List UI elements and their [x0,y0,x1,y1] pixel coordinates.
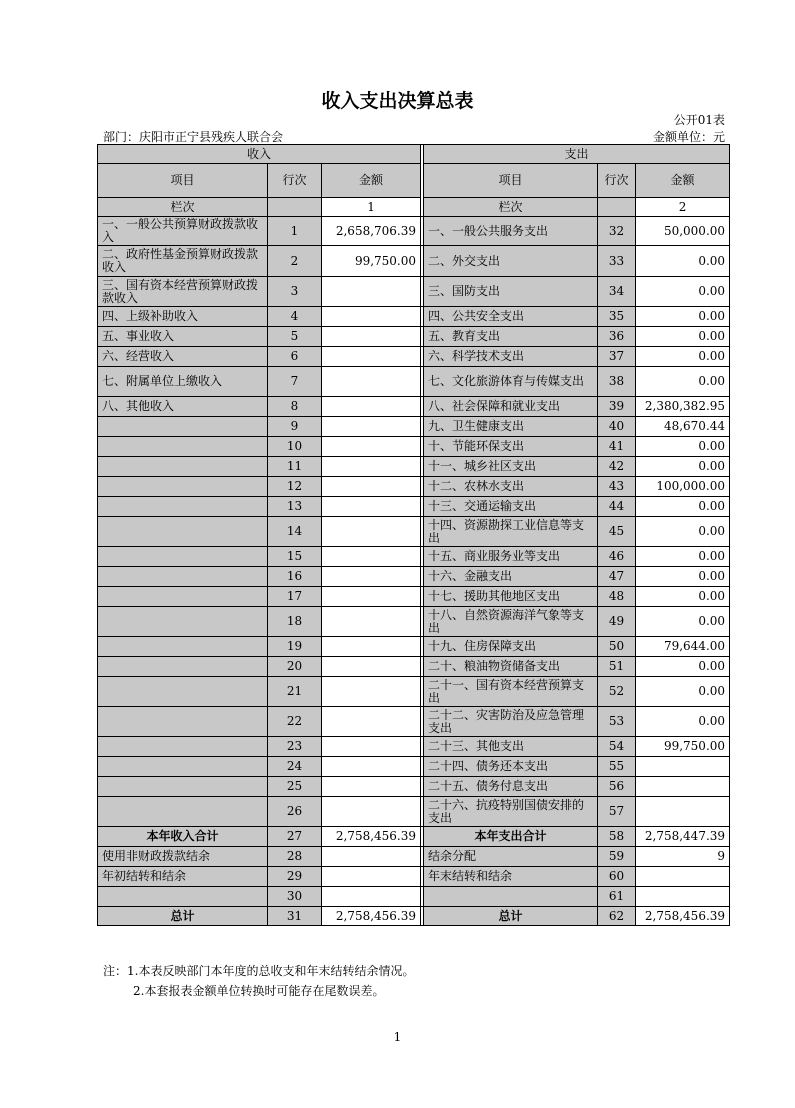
expense-item: 二十六、抗疫特别国债安排的支出 [424,797,598,827]
income-item: 五、事业收入 [98,327,268,347]
expense-line: 55 [598,757,636,777]
income-amount [322,517,421,547]
income-line: 18 [268,607,322,637]
expense-line-header: 行次 [598,164,636,198]
table-row [98,637,730,657]
expense-line: 33 [598,246,636,277]
expense-amount: 50,000.00 [636,217,730,246]
table-row [98,417,730,437]
income-line: 26 [268,797,322,827]
income-item: 一、一般公共预算财政拨款收入 [98,217,268,246]
expense-line: 53 [598,707,636,737]
expense-amount: 9 [636,847,730,867]
expense-line: 60 [598,867,636,887]
income-item [98,457,268,477]
expense-item: 六、科学技术支出 [424,347,598,367]
income-item: 四、上级补助收入 [98,307,268,327]
income-section-header: 收入 [98,145,421,164]
expense-item: 一、一般公共服务支出 [424,217,598,246]
table-row [98,797,730,827]
expense-amount: 79,644.00 [636,637,730,657]
income-line: 9 [268,417,322,437]
expense-amount: 0.00 [636,567,730,587]
income-amount [322,587,421,607]
expense-line: 37 [598,347,636,367]
income-amount [322,657,421,677]
income-item [98,477,268,497]
expense-line: 46 [598,547,636,567]
expense-amount [636,757,730,777]
income-column-label: 栏次 [98,198,268,217]
table-row [98,457,730,477]
income-item: 八、其他收入 [98,397,268,417]
income-item [98,607,268,637]
income-line: 25 [268,777,322,797]
expense-amount: 0.00 [636,607,730,637]
income-amount [322,637,421,657]
income-amount [322,457,421,477]
income-item: 三、国有资本经营预算财政拨款收入 [98,277,268,307]
income-item [98,637,268,657]
expense-line: 40 [598,417,636,437]
expense-item-header: 项目 [424,164,598,198]
table-row [98,497,730,517]
expense-column-number: 2 [636,198,730,217]
income-line: 22 [268,707,322,737]
expense-amount-header: 金额 [636,164,730,198]
amount-unit-label: 金额单位：元 [652,130,725,144]
income-amount [322,497,421,517]
income-line: 1 [268,217,322,246]
expense-amount: 0.00 [636,547,730,567]
expense-amount: 48,670.44 [636,417,730,437]
grand-total-amount-right: 2,758,456.39 [636,907,730,926]
income-line: 3 [268,277,322,307]
expense-item: 年末结转和结余 [424,867,598,887]
income-line: 5 [268,327,322,347]
expense-item: 十五、商业服务业等支出 [424,547,598,567]
income-amount [322,737,421,757]
expense-amount: 0.00 [636,327,730,347]
income-line: 11 [268,457,322,477]
expense-item: 十六、金融支出 [424,567,598,587]
table-row [98,397,730,417]
expense-amount: 0.00 [636,277,730,307]
grand-total-label-right: 总计 [424,907,598,926]
expense-line: 41 [598,437,636,457]
expense-line: 47 [598,567,636,587]
expense-line: 48 [598,587,636,607]
income-amount [322,547,421,567]
expense-line: 57 [598,797,636,827]
expense-item: 二、外交支出 [424,246,598,277]
expense-total-label: 本年支出合计 [424,827,598,847]
expense-amount [636,777,730,797]
expense-amount: 0.00 [636,657,730,677]
income-amount [322,327,421,347]
expense-item: 十一、城乡社区支出 [424,457,598,477]
income-line: 7 [268,367,322,397]
table-row [98,777,730,797]
expense-column-label: 栏次 [424,198,598,217]
income-line: 4 [268,307,322,327]
income-amount-header: 金额 [322,164,421,198]
expense-item: 十四、资源勘探工业信息等支出 [424,517,598,547]
expense-amount: 2,380,382.95 [636,397,730,417]
table-row [98,887,730,907]
expense-amount: 0.00 [636,707,730,737]
expense-line: 34 [598,277,636,307]
expense-line: 61 [598,887,636,907]
expense-line: 42 [598,457,636,477]
expense-item: 二十、粮油物资储备支出 [424,657,598,677]
income-amount [322,567,421,587]
note-1: 注：1.本表反映部门本年度的总收支和年末结转结余情况。 [103,964,415,978]
expense-line: 52 [598,677,636,707]
income-amount [322,847,421,867]
income-item [98,567,268,587]
income-line: 30 [268,887,322,907]
table-row [98,707,730,737]
income-item [98,657,268,677]
income-item: 六、经营收入 [98,347,268,367]
income-item: 七、附属单位上缴收入 [98,367,268,397]
table-row [98,867,730,887]
income-line: 24 [268,757,322,777]
table-row [98,677,730,707]
income-amount [322,347,421,367]
table-row [98,517,730,547]
income-line: 2 [268,246,322,277]
income-amount [322,707,421,737]
grand-total-label-left: 总计 [98,907,268,926]
income-item [98,757,268,777]
income-amount [322,797,421,827]
income-item: 年初结转和结余 [98,867,268,887]
table-row [98,217,730,246]
income-line: 17 [268,587,322,607]
income-item [98,737,268,757]
income-amount [322,677,421,707]
expense-item: 十三、交通运输支出 [424,497,598,517]
expense-amount: 0.00 [636,347,730,367]
income-total-amount: 2,758,456.39 [322,827,421,847]
expense-line: 35 [598,307,636,327]
table-row [98,847,730,867]
table-row [98,587,730,607]
expense-line: 49 [598,607,636,637]
expense-amount: 0.00 [636,497,730,517]
income-item [98,797,268,827]
expense-item: 二十一、国有资本经营预算支出 [424,677,598,707]
expense-section-header: 支出 [424,145,730,164]
income-line: 6 [268,347,322,367]
expense-line: 32 [598,217,636,246]
table-row [98,607,730,637]
grand-total-line-left: 31 [268,907,322,926]
expense-amount: 0.00 [636,246,730,277]
income-total-line: 27 [268,827,322,847]
expense-item: 二十五、债务付息支出 [424,777,598,797]
table-row [98,567,730,587]
expense-line: 59 [598,847,636,867]
table-row [98,437,730,457]
expense-item: 二十二、灾害防治及应急管理支出 [424,707,598,737]
income-item [98,417,268,437]
table-notes [103,961,414,1001]
income-item [98,887,268,907]
expense-item: 四、公共安全支出 [424,307,598,327]
income-item-header: 项目 [98,164,268,198]
page-number: 1 [393,1030,402,1044]
expense-item: 九、卫生健康支出 [424,417,598,437]
income-line: 12 [268,477,322,497]
expense-item: 十二、农林水支出 [424,477,598,497]
expense-item: 五、教育支出 [424,327,598,347]
expense-total-amount: 2,758,447.39 [636,827,730,847]
expense-total-line: 58 [598,827,636,847]
income-item: 使用非财政拨款结余 [98,847,268,867]
note-2: 2.本套报表金额单位转换时可能存在尾数误差。 [133,984,385,998]
income-amount [322,307,421,327]
expense-line: 56 [598,777,636,797]
expense-line: 51 [598,657,636,677]
expense-line: 50 [598,637,636,657]
expense-amount: 0.00 [636,307,730,327]
expense-item: 八、社会保障和就业支出 [424,397,598,417]
expense-item: 十七、援助其他地区支出 [424,587,598,607]
income-amount [322,757,421,777]
income-amount [322,437,421,457]
income-line: 28 [268,847,322,867]
income-amount [322,477,421,497]
table-row [98,477,730,497]
income-amount [322,397,421,417]
income-amount [322,777,421,797]
budget-summary-table [97,144,730,926]
income-total-label: 本年收入合计 [98,827,268,847]
income-item [98,497,268,517]
page-title: 收入支出决算总表 [321,90,474,112]
expense-amount: 0.00 [636,677,730,707]
income-line: 13 [268,497,322,517]
expense-item [424,887,598,907]
income-line: 29 [268,867,322,887]
expense-amount [636,887,730,907]
table-row [98,327,730,347]
expense-line: 36 [598,327,636,347]
grand-total-line-right: 62 [598,907,636,926]
expense-amount: 0.00 [636,587,730,607]
table-row [98,246,730,277]
income-line: 8 [268,397,322,417]
income-amount [322,887,421,907]
income-amount: 99,750.00 [322,246,421,277]
expense-item: 七、文化旅游体育与传媒支出 [424,367,598,397]
income-amount [322,867,421,887]
department-label: 部门：庆阳市正宁县残疾人联合会 [103,130,284,144]
income-amount [322,417,421,437]
table-row [98,657,730,677]
expense-item: 二十四、债务还本支出 [424,757,598,777]
income-amount [322,367,421,397]
expense-item: 二十三、其他支出 [424,737,598,757]
expense-item: 三、国防支出 [424,277,598,307]
table-row [98,757,730,777]
income-line: 10 [268,437,322,457]
income-line: 21 [268,677,322,707]
expense-amount: 0.00 [636,457,730,477]
expense-line: 54 [598,737,636,757]
expense-amount: 0.00 [636,517,730,547]
expense-line: 43 [598,477,636,497]
expense-amount: 99,750.00 [636,737,730,757]
expense-item: 十八、自然资源海洋气象等支出 [424,607,598,637]
expense-amount: 100,000.00 [636,477,730,497]
income-line: 23 [268,737,322,757]
income-line: 19 [268,637,322,657]
form-number: 公开01表 [673,113,725,127]
income-item [98,777,268,797]
expense-amount [636,797,730,827]
grand-total-amount-left: 2,758,456.39 [322,907,421,926]
income-item: 二、政府性基金预算财政拨款收入 [98,246,268,277]
income-amount: 2,658,706.39 [322,217,421,246]
expense-amount: 0.00 [636,437,730,457]
expense-amount [636,867,730,887]
income-item [98,587,268,607]
expense-amount: 0.00 [636,367,730,397]
expense-item: 十九、住房保障支出 [424,637,598,657]
expense-item: 结余分配 [424,847,598,867]
income-item [98,677,268,707]
expense-line: 39 [598,397,636,417]
expense-line: 44 [598,497,636,517]
income-item [98,547,268,567]
income-line: 15 [268,547,322,567]
income-item [98,707,268,737]
income-item [98,437,268,457]
income-column-number: 1 [322,198,421,217]
income-amount [322,277,421,307]
table-row [98,307,730,327]
income-line: 20 [268,657,322,677]
expense-line: 45 [598,517,636,547]
income-line-header: 行次 [268,164,322,198]
expense-item: 十、节能环保支出 [424,437,598,457]
table-row [98,367,730,397]
income-line: 14 [268,517,322,547]
expense-line: 38 [598,367,636,397]
table-row [98,547,730,567]
table-row [98,737,730,757]
income-line: 16 [268,567,322,587]
table-row [98,347,730,367]
table-row [98,277,730,307]
income-item [98,517,268,547]
income-amount [322,607,421,637]
